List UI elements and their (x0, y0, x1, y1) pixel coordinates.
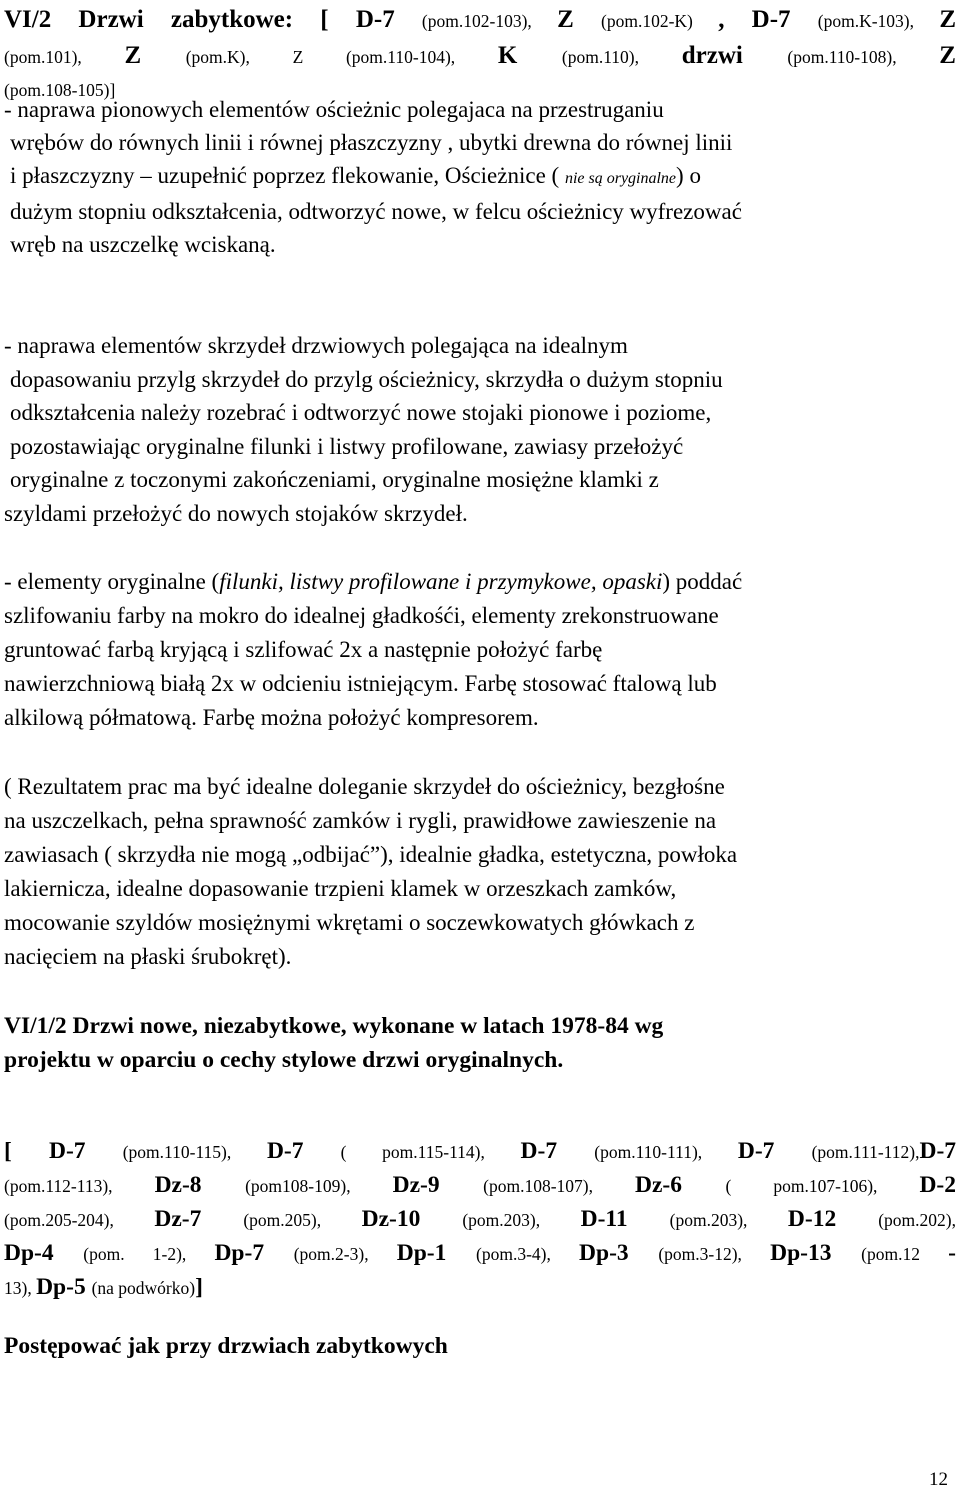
paragraph-line-text: i płaszczyzny – uzupełnić poprzez flekowanie, Ościeżnice ( (10, 163, 565, 188)
room-ref: (pom.K), Z (pom.110-104), (185, 47, 498, 67)
door-list-line (4, 1203, 956, 1237)
door-code: D-2 (919, 1172, 956, 1198)
door-code: Dp-3 (579, 1240, 659, 1266)
room-ref: (pom.K-103), (817, 11, 940, 31)
door-code: D-12 (787, 1206, 879, 1232)
door-code: Z (939, 42, 956, 69)
paragraph-line: - naprawa elementów skrzydeł drzwiowych polegająca na idealnym (4, 333, 628, 358)
title-line-1 (4, 2, 956, 38)
room-ref: (pom.102-K) (601, 11, 719, 31)
room-ref: (pom.2-3), (293, 1244, 397, 1264)
paragraph-line: gruntować farbą kryjącą i szlifować 2x a następnie położyć farbę (4, 637, 603, 662)
paragraph-elementy-oryginalne (4, 565, 742, 735)
paragraph-line: dopasowaniu przylg skrzydeł do przylg ościeżnicy, skrzydła o dużym stopniu (10, 366, 723, 392)
paragraph-line: nawierzchniową białą 2x w odcieniu istniejącym. Farbę stosować ftalową lub (4, 671, 717, 696)
paragraph-line: wręb na uszczelkę wciskaną. (10, 232, 276, 257)
room-ref: (na podwórko) (91, 1278, 196, 1298)
room-ref: (pom.203), (669, 1210, 788, 1230)
room-ref: (pom.110-111), (594, 1142, 738, 1162)
room-ref: 13), (4, 1278, 37, 1298)
door-code: Dz-10 (361, 1206, 463, 1232)
room-ref: (pom.110-115), (122, 1142, 267, 1162)
door-code: - (948, 1240, 956, 1266)
italic-note: nie są oryginalne (564, 170, 677, 187)
room-ref: (pom.108-107), (483, 1176, 636, 1196)
room-ref: (pom.202), (878, 1210, 956, 1230)
room-ref: (pom.205-204), (4, 1210, 155, 1230)
room-ref: (pom.110-108), (787, 47, 940, 67)
paragraph-line: - naprawa pionowych elementów ościeżnic polegajaca na przestruganiu (4, 97, 664, 122)
paragraph-line: oryginalne z toczonymi zakończeniami, oryginalne mosiężne klamki z (10, 467, 659, 492)
heading-line: VI/1/2 Drzwi nowe, niezabytkowe, wykonane w latach 1978-84 wg (4, 1013, 664, 1039)
paragraph-oscieznice (4, 93, 742, 261)
room-ref: (pom.205), (243, 1210, 362, 1230)
room-ref: (pom.12 (861, 1244, 949, 1264)
room-ref: (pom.112-113), (4, 1176, 155, 1196)
door-code: Dp-4 (4, 1240, 84, 1266)
door-code: VI/2 Drzwi zabytkowe: [ D-7 (4, 6, 422, 33)
door-code: D-11 (580, 1206, 670, 1232)
title-line-3: (pom.108-105)] (4, 80, 116, 100)
page-number: 12 (929, 1469, 948, 1490)
italic-list: filunki, listwy profilowane i przymykowe, opaski (219, 569, 663, 594)
door-code: K (497, 42, 562, 69)
door-code: D-7 (737, 1138, 812, 1164)
paragraph-line: na uszczelkach, pełna sprawność zamków i rygli, prawidłowe zawieszenie na (4, 808, 717, 833)
door-code: Dz-9 (392, 1172, 484, 1198)
room-ref: (pom.101), (4, 47, 125, 67)
paragraph-line (4, 565, 742, 599)
door-code: Dp-1 (396, 1240, 477, 1266)
door-code: D-7 (520, 1138, 595, 1164)
heading-line: projektu w oparciu o cechy stylowe drzwi oryginalnych. (4, 1047, 564, 1073)
door-code: Dz-8 (154, 1172, 246, 1198)
door-code: , D-7 (718, 6, 818, 33)
paragraph-line: lakiernicza, idealne dopasowanie trzpieni klamek w orzeszkach zamków, (4, 876, 677, 901)
room-ref: (pom.110), (561, 47, 682, 67)
paragraph-line: szlifowaniu farby na mokro do idealnej gładkośći, elementy zrekonstruowane (4, 603, 719, 628)
paragraph-line-text: ) o (676, 163, 701, 188)
room-ref: ( pom.115-114), (340, 1142, 521, 1162)
paragraph-line: szyldami przełożyć do nowych stojaków skrzydeł. (4, 500, 468, 526)
door-list-line (4, 1237, 956, 1271)
paragraph-line: nacięciem na płaski śrubokręt). (4, 944, 292, 969)
door-list-line (4, 1169, 956, 1203)
door-code: Dp-7 (214, 1240, 294, 1266)
title-line-2 (4, 38, 956, 74)
door-code: D-7 (919, 1138, 957, 1164)
section-heading-drzwi-nowe (4, 1009, 663, 1077)
paragraph-line-text: - elementy oryginalne ( (4, 569, 220, 594)
room-ref: (pom.203), (462, 1210, 581, 1230)
paragraph-line: mocowanie szyldów mosiężnymi wkrętami o soczewkowatych główkach z (4, 910, 695, 935)
paragraph-rezultat (4, 770, 737, 974)
door-code: [ D-7 (4, 1138, 123, 1164)
door-code: Z (124, 42, 186, 69)
paragraph-line: zawiasach ( skrzydła nie mogą „odbijać”), idealnie gładka, estetyczna, powłoka (4, 842, 738, 867)
paragraph-line: ( Rezultatem prac ma być idealne doleganie skrzydeł do ościeżnicy, bezgłośne (4, 774, 725, 799)
paragraph-line-text: ) poddać (662, 569, 743, 594)
room-ref: (pom108-109), (245, 1176, 393, 1196)
room-ref: (pom.111-112), (811, 1142, 920, 1162)
room-ref: (pom.3-12), (658, 1244, 771, 1264)
room-ref: (pom.3-4), (476, 1244, 580, 1264)
door-code: drzwi (681, 42, 788, 69)
paragraph-line (4, 159, 742, 195)
door-code: Dz-7 (154, 1206, 244, 1232)
room-ref: ( pom.107-106), (725, 1176, 920, 1196)
door-list-line (4, 1135, 956, 1169)
door-code: Dz-6 (635, 1172, 726, 1198)
door-code: Dp-13 (770, 1240, 862, 1266)
room-ref: (pom. 1-2), (83, 1244, 215, 1264)
section-heading-postepowac: Postępować jak przy drzwiach zabytkowych (4, 1333, 448, 1359)
door-code: Z (557, 6, 601, 33)
door-list-line (4, 1271, 956, 1305)
paragraph-line: wrębów do równych linii i równej płaszczyzny , ubytki drewna do równej linii (10, 130, 733, 155)
paragraph-skrzydla (4, 329, 723, 530)
paragraph-line: pozostawiając oryginalne filunki i listwy profilowane, zawiasy przełożyć (10, 433, 684, 459)
paragraph-line: alkilową półmatową. Farbę można położyć kompresorem. (4, 705, 539, 730)
room-ref: (pom.102-103), (421, 11, 558, 31)
paragraph-line: dużym stopniu odkształcenia, odtworzyć nowe, w felcu ościeżnicy wyfrezować (10, 199, 742, 224)
door-list (4, 1135, 956, 1305)
door-code: Dp-5 (36, 1274, 92, 1300)
door-code: D-7 (266, 1138, 341, 1164)
paragraph-line: odkształcenia należy rozebrać i odtworzyć nowe stojaki pionowe i poziome, (10, 400, 712, 425)
section-title-zabytkowe (4, 2, 956, 107)
door-code: Z (939, 6, 957, 33)
door-code: ] (195, 1274, 203, 1300)
